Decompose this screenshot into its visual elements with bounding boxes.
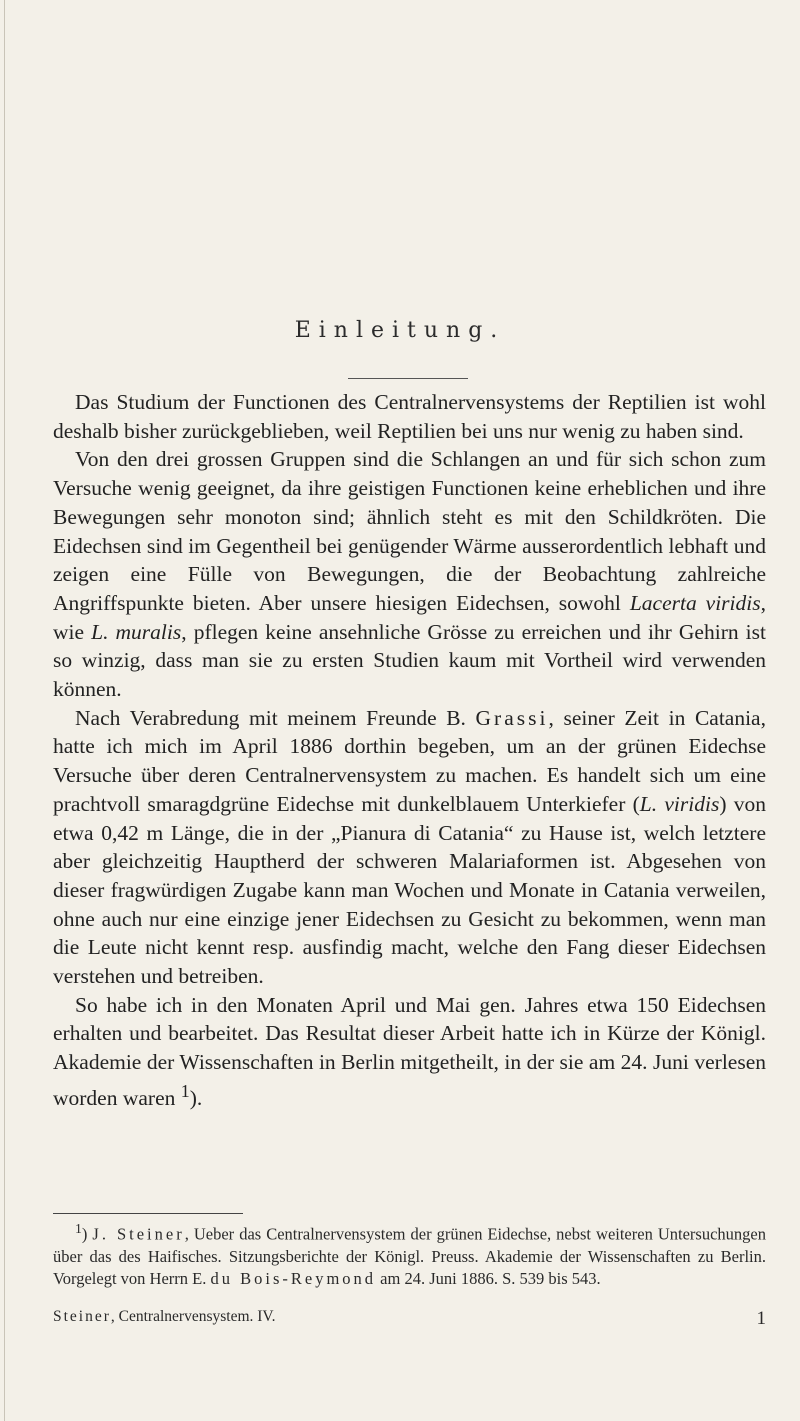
paragraph-text: Nach Verabredung mit meinem Freunde B. [75,705,476,730]
footer-author: Steiner [53,1308,111,1325]
paragraph-text: Das Studium der Functionen des Centralnervensystems der Reptilien ist wohl deshalb bisher zurückgeblieben, weil Reptilien bei uns nur wenig zu haben sind. [53,390,766,443]
footnote-marker: 1 [75,1221,82,1236]
footnote-text: , Ueber das Centralnervensystem der grünen Eidechse, nebst weiteren Untersuchungen über das des Haifisches. Sitzungsberichte der Königl. Preuss. Akademie der Wissenschaften zu Berlin. Vorgelegt von Herrn E. [53,1224,766,1289]
paragraph-text: Von den drei grossen Gruppen sind die Schlangen an und für sich schon zum Versuche wenig geeignet, da ihre geistigen Functionen keine erheblichen und ihre Bewegungen sehr monoton sind; ähnlich steht es mit den Schildkröten. Die Eidechsen sind im Gegentheil bei genügender Wärme ausserordentlich lebhaft und zeigen eine Fülle von Bewegungen, die der Beobachtung zahlreiche Angriffspunkte bieten. Aber unsere hiesigen Eidechsen, sowohl [53,447,766,615]
body-text [53,388,766,1113]
page-edge-line [4,0,5,1421]
footer-title: , Centralnervensystem. IV. [110,1308,276,1325]
spaced-name: Grassi [475,705,549,730]
paragraph [53,445,766,703]
italic-term: L. viridis [639,791,720,816]
footnote-reference: 1 [180,1080,190,1101]
page-number: 1 [756,1308,766,1329]
footnote-presenter: du Bois-Reymond [210,1269,377,1289]
paragraph [53,704,766,991]
footnote-rule [53,1213,243,1214]
paragraph-text: , seiner Zeit in Catania, hatte ich mich im April 1886 dorthin begeben, um an der grünen Eidechse Versuche über deren Centralnervensystem zu machen. Es handelt sich um eine prachtvoll smaragdgrüne Eidechse mit dunkelblauem Unterkiefer ( [53,705,766,816]
paragraph [53,388,766,445]
footer-signature [53,1308,276,1326]
italic-term: L. muralis [91,619,182,644]
paragraph [53,991,766,1113]
chapter-heading: Einleitung. [294,318,506,343]
paragraph-text: , wie [53,590,766,644]
paragraph-text: So habe ich in den Monaten April und Mai gen. Jahres etwa 150 Eidechsen erhalten und bearbeitet. Das Resultat dieser Arbeit hatte ich in Kürze der Königl. Akademie der Wissenschaften in Berlin mitgetheilt, in der sie am 24. Juni verlesen worden waren [53,992,766,1111]
paragraph-text: ). [189,1086,203,1111]
paragraph-text: ) von etwa 0,42 m Länge, die in der „Pianura di Catania“ zu Hause ist, welch letztere aber gleichzeitig Hauptherd der schweren Malariaformen ist. Abgesehen von dieser fragwürdigen Zugabe kann man Wochen und Monate in Catania verweilen, ohne auch nur eine einzige jener Eidechsen zu Gesicht zu bekommen, wenn man die Leute nicht kennt resp. ausfindig macht, welche den Fang dieser Eidechsen verstehen und betreiben. [53,791,767,989]
heading-rule [348,378,468,379]
paragraph-text: , pflegen keine ansehnliche Grösse zu erreichen und ihr Gehirn ist so winzig, dass man sie zu ersten Studien kaum mit Vortheil wird verwenden können. [53,619,766,702]
footnote-tail: am 24. Juni 1886. S. 539 bis 543. [376,1269,601,1289]
footnote: $^1$) J. Steiner, Ueber das Centralnervensystem der grünen Eidechse, nebst weiteren Untersuchungen über das des Haifisches. Sitzungsberichte der Königl. Preuss. Akademie der Wissenschaften zu Berlin. Vorgelegt von Herrn E. du Bois-Reymond am 24. Juni 1886. S. 539 bis 543. [53,1221,766,1289]
italic-term: Lacerta viridis [629,590,761,615]
footnote-author: J. Steiner [92,1224,185,1244]
